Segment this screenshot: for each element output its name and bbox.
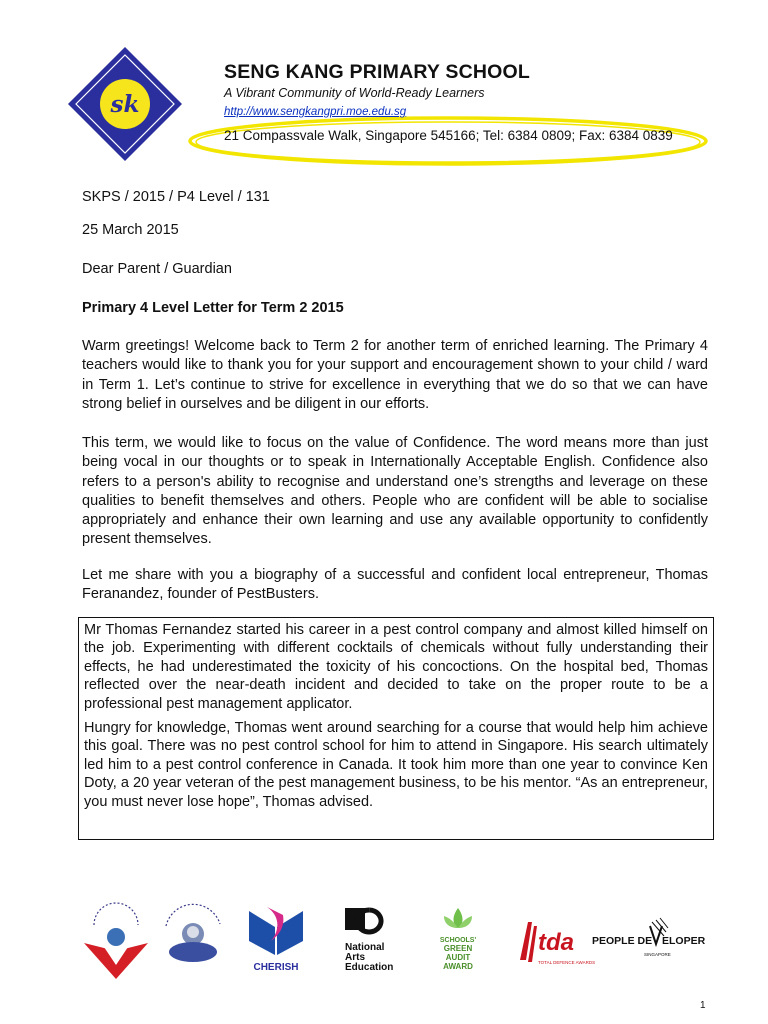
letter-reference: SKPS / 2015 / P4 Level / 131 (82, 189, 270, 205)
green-line-4: AWARD (443, 962, 473, 971)
people-developer-part-1: PEOPLE DE (592, 935, 653, 947)
people-developer-logo (592, 914, 706, 960)
school-name: SENG KANG PRIMARY SCHOOL (224, 61, 530, 83)
letter-title: Primary 4 Level Letter for Term 2 2015 (82, 300, 344, 316)
tda-label: tda (538, 929, 574, 956)
logo-monogram: sk (110, 91, 140, 118)
green-line-2: GREEN (443, 944, 473, 953)
school-logo (66, 45, 184, 163)
cherish-label: CHERISH (253, 962, 299, 973)
nae-line-2: Arts (345, 952, 366, 963)
school-website-link[interactable]: http://www.sengkangpri.moe.edu.sg (224, 106, 407, 118)
national-arts-education-logo (343, 906, 395, 980)
paragraph-greeting: Warm greetings! Welcome back to Term 2 for another term of enriched learning. The Primary 4 teachers would like to thank you for your support and encouragement shown to your child / ward in Term 1. Let’s continue to strive for excellence in everything that we do so that we can have strong belief in ourselves and be diligent in our efforts. (82, 338, 708, 412)
award-logo-2 (158, 898, 228, 970)
school-motto: A Vibrant Community of World-Ready Learners (224, 86, 485, 100)
award-logo-1 (82, 903, 150, 981)
nae-line-3: Education (345, 962, 394, 973)
cherish-award-logo (245, 905, 307, 973)
lotus-green-audit-logo (430, 904, 486, 974)
biography-paragraph: Mr Thomas Fernandez started his career in a pest control company and almost killed himself on the job. Experimenting with different cocktails of chemicals without fully understanding their effects, he had underestimated the toxicity of his concoctions. On the hospital bed, Thomas reflected over the near-death incident and decided to take on the proper route to be a professional pest management applicator. (84, 622, 708, 712)
letter-date: 25 March 2015 (82, 222, 179, 238)
green-line-1: SCHOOLS' (439, 937, 477, 944)
tda-subtitle: TOTAL DEFENCE AWARDS (538, 960, 596, 965)
nae-line-1: National (345, 942, 385, 953)
letter-salutation: Dear Parent / Guardian (82, 261, 232, 277)
biography-paragraph: Hungry for knowledge, Thomas went around searching for a course that would help him achieve this goal. There was no pest control school for him to attend in Singapore. His search ultimately led him to a pest control conference in Canada. It took him more than one year to convince Ken Doty, a 20 year veteran of the pest management business, to be his mentor. “As an entrepreneur, you must never lose hope”, Thomas advised. (84, 720, 708, 810)
biography-box (78, 617, 714, 840)
page-number: 1 (700, 1000, 706, 1011)
green-line-3: AUDIT (445, 953, 471, 962)
paragraph-confidence: This term, we would like to focus on the value of Confidence. The word means more than just being vocal in our thoughts or to speak in Internationally Acceptable English. Confidence also refers to a person's ability to recognise and understand one’s strengths and leverage on these qualities to benefit themselves and others. People who are confident will be able to socialise appropriately and enhance their own learning and use any available opportunity to confidently present themselves. (82, 435, 708, 548)
school-address: 21 Compassvale Walk, Singapore 545166; Tel: 6384 0809; Fax: 6384 0839 (224, 128, 673, 143)
people-developer-subtitle: SINGAPORE (644, 952, 671, 957)
people-developer-part-2: ELOPER (662, 935, 706, 947)
paragraph-biography-intro: Let me share with you a biography of a successful and confident local entrepreneur, Thomas Feranandez, founder of PestBusters. (82, 567, 708, 603)
total-defence-awards-logo (518, 914, 596, 970)
